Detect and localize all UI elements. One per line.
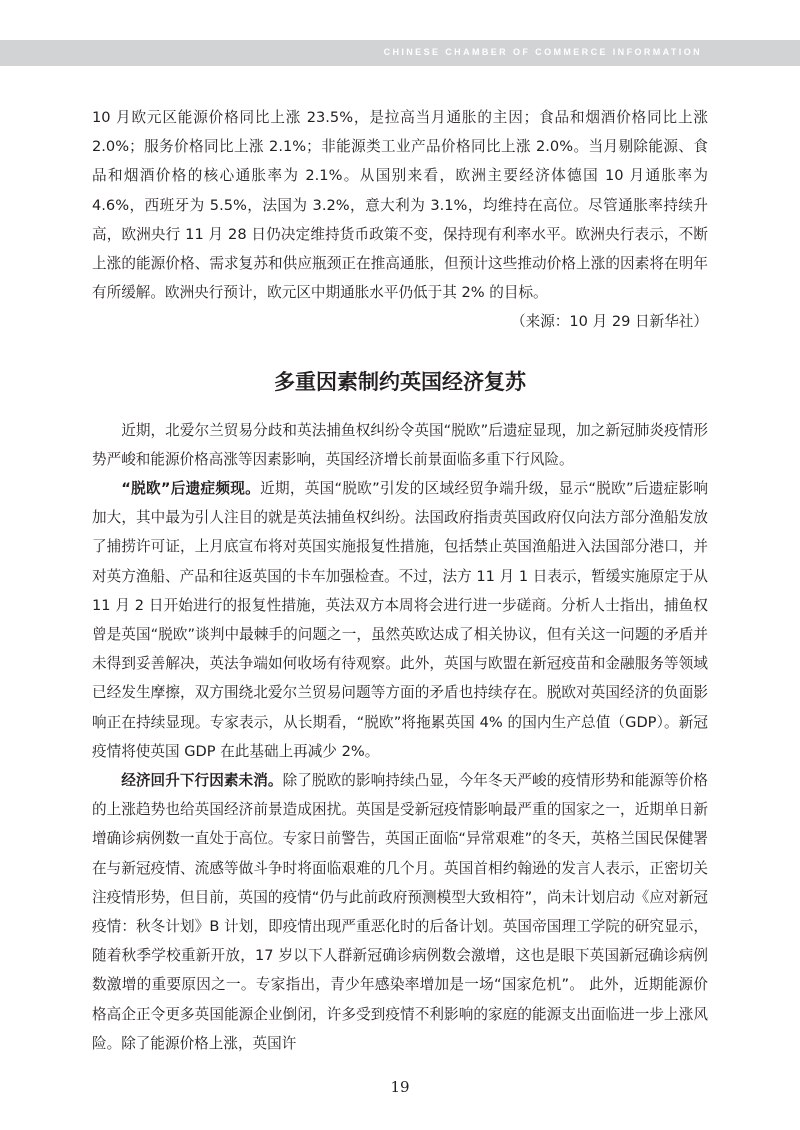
article2-title: 多重因素制约英国经济复苏: [274, 369, 526, 394]
article2-section2: [92, 766, 708, 1058]
article2-intro: 近期，北爱尔兰贸易分歧和英法捕鱼权纠纷令英国“脱欧”后遗症显现，加之新冠肺炎疫情形势严峻和能源价格高涨等因素影响，英国经济增长前景面临多重下行风险。: [92, 421, 708, 468]
section2-body: 除了脱欧的影响持续凸显，今年冬天严峻的疫情形势和能源等价格的上涨趋势也给英国经济前景造成困扰。英国是受新冠疫情影响最严重的国家之一，近期单日新增确诊病例数一直处于高位。专家日前警告，英国正面临“异常艰难”的冬天，英格兰国民保健署在与新冠疫情、流感等做斗争时将面临艰难的几个月。英国首相约翰逊的发言人表示，正密切关注疫情形势，但目前，英国的疫情“仍与此前政府预测模型大致相符”，尚未计划启动《应对新冠疫情：秋冬计划》B 计划，即疫情出现严重恶化时的后备计划。英国帝国理工学院的研究显示，随着秋季学校重新开放，17 岁以下人群新冠确诊病例数会激增，这也是眼下英国新冠确诊病例数激增的重要原因之一。专家指出，青少年感染率增加是一场“国家危机”。 此外，近期能源价格高企正令更多英国能源企业倒闭，许多受到疫情不利影响的家庭的能源支出面临进一步上涨风险。除了能源价格上涨，英国许: [92, 772, 708, 1052]
header-band: [0, 40, 800, 66]
page-content: [92, 103, 708, 1058]
page-number: 19: [390, 1078, 410, 1096]
publication-name: CHINESE CHAMBER OF COMMERCE INFORMATION: [383, 47, 702, 57]
section1-body: 近期，英国“脱欧”引发的区域经贸争端升级，显示“脱欧”后遗症影响加大，其中最为引人注目的就是英法捕鱼权纠纷。法国政府指责英国政府仅向法方部分渔船发放了捕捞许可证，上月底宣布将对英国实施报复性措施，包括禁止英国渔船进入法国部分港口，并对英方渔船、产品和往返英国的卡车加强检查。不过，法方 11 月 1 日表示，暂缓实施原定于从 11 月 2 日开始进行的报复性措施，英法双方本周将会进行进一步磋商。分析人士指出，捕鱼权曾是英国“脱欧”谈判中最棘手的问题之一，虽然英欧达成了相关协议，但有关这一问题的矛盾并未得到妥善解决，英法争端如何收场有待观察。此外，英国与欧盟在新冠疫苗和金融服务等领域已经发生摩擦，双方围绕北爱尔兰贸易问题等方面的矛盾也持续存在。脱欧对英国经济的负面影响正在持续显现。专家表示，从长期看，“脱欧”将拖累英国 4% 的国内生产总值（GDP）。新冠疫情将使英国 GDP 在此基础上再减少 2%。: [92, 480, 709, 760]
article1-paragraph: 10 月欧元区能源价格同比上涨 23.5%，是拉高当月通胀的主因；食品和烟酒价格同比上涨 2.0%；服务价格同比上涨 2.1%；非能源类工业产品价格同比上涨 2.0%。当月剔除能源、食品和烟酒价格的核心通胀率为 2.1%。从国别来看，欧洲主要经济体德国 10 月通胀率为 4.6%，西班牙为 5.5%，法国为 3.2%，意大利为 3.1%，均维持在高位。尽管通胀率持续升高，欧洲央行 11 月 28 日仍决定维持货币政策不变，保持现有利率水平。欧洲央行表示，不断上涨的能源价格、需求复苏和供应瓶颈正在推高通胀，但预计这些推动价格上涨的因素将在明年有所缓解。欧洲央行预计，欧元区中期通胀水平仍低于其 2% 的目标。: [92, 109, 708, 302]
section1-heading: “脱欧”后遗症频现。: [121, 480, 261, 498]
section2-heading: 经济回升下行因素未消。: [121, 772, 283, 790]
article1-source: （来源：10 月 29 日新华社）: [511, 313, 708, 331]
article2-section1: [92, 474, 708, 766]
